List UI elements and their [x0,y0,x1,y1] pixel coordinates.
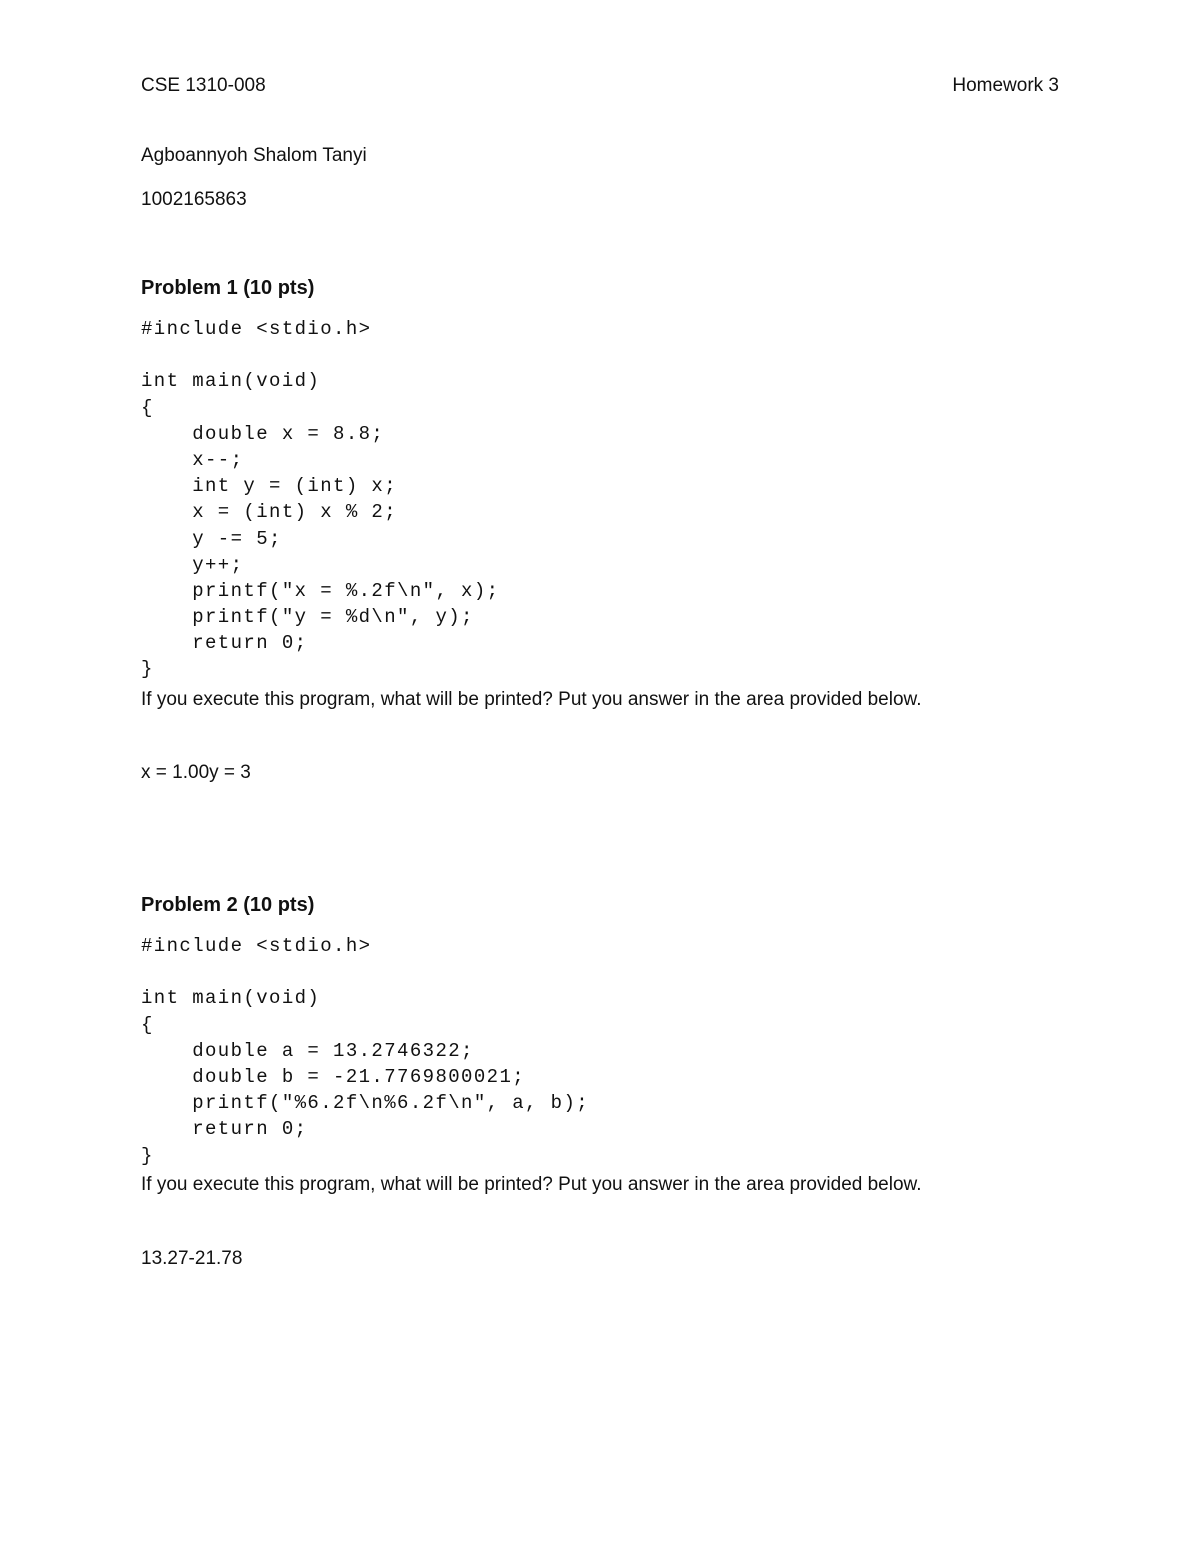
code-line: printf("%6.2f\n%6.2f\n", a, b); [141,1092,590,1115]
code-line: #include <stdio.h> [141,935,372,957]
code-line: } [141,658,154,681]
code-line: double b = -21.7769800021; [141,1065,526,1088]
code-line [141,959,589,985]
code-line: x--; [141,448,244,471]
problem-1-code [141,316,499,683]
code-line: int main(void) [141,370,321,393]
code-line: y -= 5; [141,527,282,550]
problem-1-title: Problem 1 (10 pts) [141,277,315,299]
code-line: double x = 8.8; [141,422,385,445]
problem-1-answer: x = 1.00y = 3 [141,762,251,783]
problem-2-title: Problem 2 (10 pts) [141,894,315,916]
code-line: y++; [141,553,244,576]
code-line: #include <stdio.h> [141,318,372,340]
problem-2-question: If you execute this program, what will be printed? Put you answer in the area provided below. [141,1174,922,1195]
code-line: x = (int) x % 2; [141,501,398,524]
code-line: return 0; [141,1118,308,1141]
code-line: } [141,1144,154,1167]
code-line: int main(void) [141,987,321,1010]
code-line [141,342,499,368]
student-name: Agboannyoh Shalom Tanyi [141,145,367,166]
problem-2-answer: 13.27-21.78 [141,1248,243,1269]
student-id: 1002165863 [141,189,247,210]
code-line: double a = 13.2746322; [141,1039,474,1062]
assignment-label: Homework 3 [952,75,1059,96]
problem-1-question: If you execute this program, what will be printed? Put you answer in the area provided below. [141,689,922,710]
code-line: { [141,396,154,419]
problem-2-code [141,933,589,1169]
code-line: int y = (int) x; [141,475,398,498]
course-label: CSE 1310-008 [141,75,266,96]
code-line: printf("y = %d\n", y); [141,606,474,629]
code-line: return 0; [141,632,308,655]
code-line: printf("x = %.2f\n", x); [141,579,500,602]
code-line: { [141,1013,154,1036]
